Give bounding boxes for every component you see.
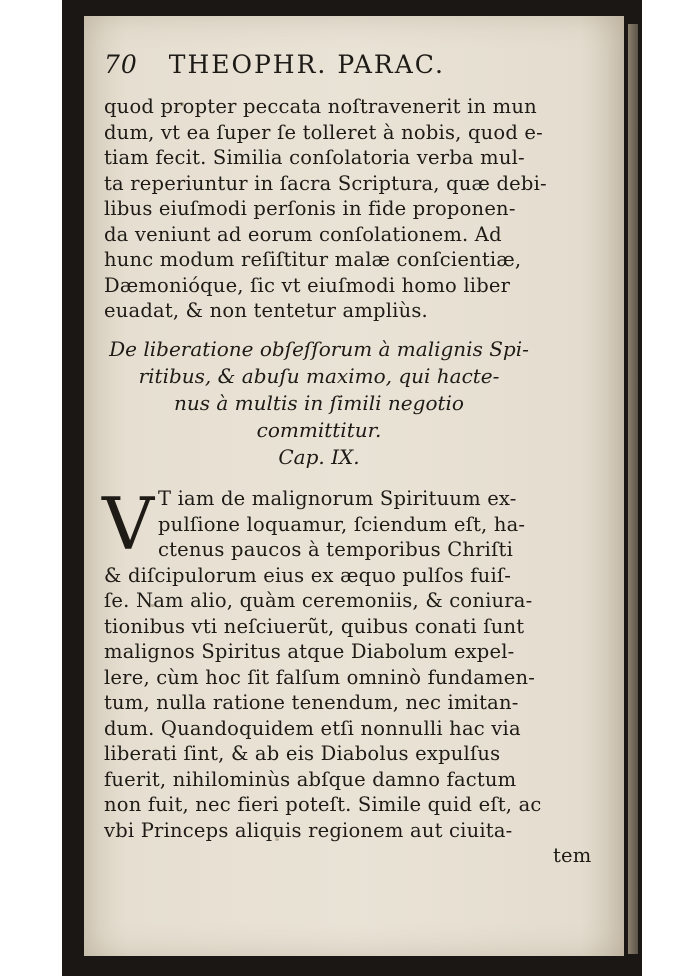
text-line: tum, nulla ratione tenendum, nec imitan-	[104, 691, 519, 714]
ink-spot	[275, 838, 279, 841]
text-line: vbi Princeps aliquis regionem aut ciuita-	[104, 818, 513, 842]
text-line: fuerit, nihilominùs abſque damno factum	[104, 767, 517, 791]
text-line: tionibus vti neſciuerũt, quibus conati ſunt	[104, 614, 525, 638]
text-line: tiam fecit. Similia conſolatoria verba mul-	[104, 146, 525, 169]
chapter-title-line: ritibus, & abuſu maximo, qui hacte-	[138, 364, 500, 388]
ink-spot	[150, 604, 155, 607]
text-line: T iam de malignorum Spirituum ex-	[158, 487, 517, 510]
text-line: da veniunt ad eorum conſolationem. Ad	[104, 222, 502, 246]
text-line: Dæmonióque, ſic vt eiuſmodi homo liber	[104, 273, 511, 297]
ink-spot	[180, 102, 184, 106]
catchword: tem	[553, 844, 592, 867]
running-title: THEOPHR. PARAC.	[168, 50, 445, 79]
drop-capital: V	[102, 482, 154, 566]
text-line: hunc modum reſiſtitur malæ conſcientiæ,	[104, 248, 522, 271]
text-line: liberati ſint, & ab eis Diabolus expulſus	[104, 742, 501, 765]
text-line: malignos Spiritus atque Diabolum expel-	[104, 640, 515, 663]
chapter-number: Cap. IX.	[278, 445, 360, 469]
text-line: dum, vt ea ſuper ſe tolleret à nobis, quod e-	[104, 120, 543, 144]
running-header	[104, 50, 445, 79]
text-line: ſe. Nam alio, quàm ceremoniis, & coniura-	[104, 589, 533, 612]
chapter-title-line: nus à multis in ſimili negotio	[174, 391, 464, 415]
text-line: pulſione loquamur, ſciendum eſt, ha-	[158, 512, 526, 536]
text-line: lere, cùm hoc ſit falſum omninò fundamen-	[104, 665, 536, 689]
text-line: libus eiuſmodi perſonis in fide proponen-	[104, 197, 516, 220]
text-line: non fuit, nec fieri poteſt. Simile quid eſt, ac	[104, 793, 542, 816]
text-line: & diſcipulorum eius ex æquo pulſos fuiſ-	[104, 563, 512, 587]
chapter-title-line: committitur.	[256, 418, 382, 442]
text-line: quod propter peccata noſtravenerit in mun	[104, 95, 537, 118]
page-edge	[628, 24, 638, 954]
page-number: 70	[104, 50, 138, 79]
text-line: ctenus paucos à temporibus Chriſti	[158, 538, 514, 561]
text-line: dum. Quandoquidem etſi nonnulli hac via	[104, 716, 521, 740]
text-line: ta reperiuntur in ſacra Scriptura, quæ debi-	[104, 171, 547, 195]
text-line: euadat, & non tentetur ampliùs.	[104, 299, 428, 322]
chapter-title-line: De liberatione obſeſſorum à malignis Spi-	[109, 337, 529, 361]
